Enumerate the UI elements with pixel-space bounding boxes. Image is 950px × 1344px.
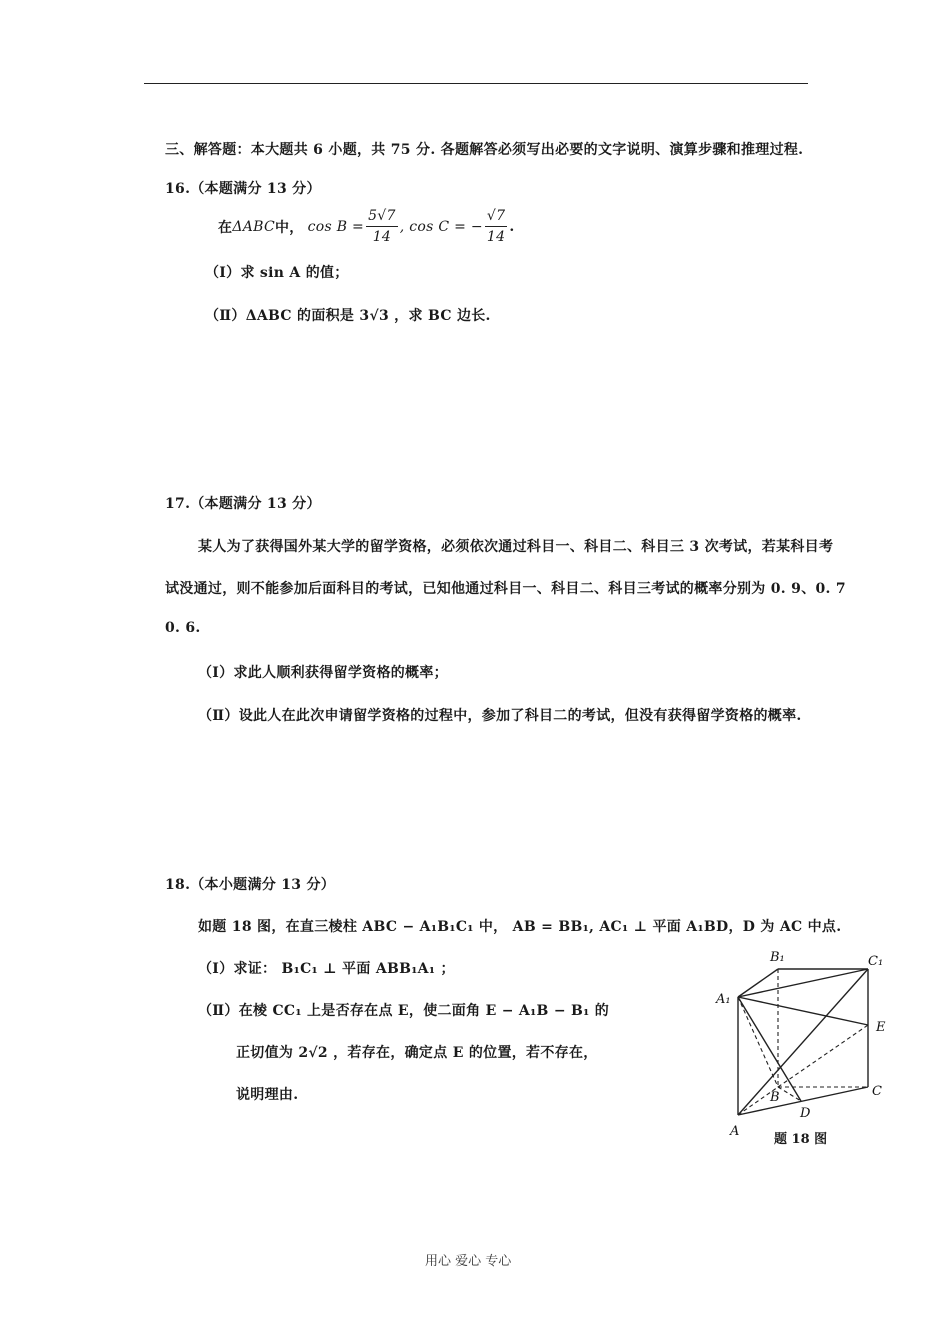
label-D: D bbox=[800, 1106, 811, 1121]
q16-triangle: ΔABC bbox=[232, 218, 275, 235]
q16-cosB-den: 14 bbox=[372, 229, 392, 245]
q18-prism-figure bbox=[700, 945, 900, 1150]
q16-cosC-num: √7 bbox=[485, 206, 507, 227]
edge-A1-B bbox=[738, 997, 778, 1087]
q16-prefix: 在 bbox=[218, 219, 233, 236]
q16-header: 16.（本题满分 13 分） bbox=[165, 181, 321, 197]
q16-cosC-label: , cos C = − bbox=[399, 218, 483, 235]
q18-header: 18.（本小题满分 13 分） bbox=[165, 877, 336, 893]
q16-cosB-fraction bbox=[366, 206, 398, 247]
label-B: B bbox=[770, 1090, 780, 1105]
edge-A1-D bbox=[738, 997, 801, 1101]
edge-A1-E bbox=[738, 997, 868, 1025]
q18-part2-line3: 说明理由. bbox=[236, 1087, 299, 1103]
q18-line1: 如题 18 图，在直三棱柱 ABC − A₁B₁C₁ 中， AB = BB₁, AC₁ ⊥ 平面 A₁BD，D 为 AC 中点. bbox=[198, 919, 842, 935]
label-E: E bbox=[876, 1020, 886, 1035]
q16-mid: 中， bbox=[275, 219, 304, 236]
q17-line2: 试没通过，则不能参加后面科目的考试，已知他通过科目一、科目二、科目三考试的概率分别为 0. 9、0. 7 bbox=[165, 581, 846, 597]
label-A1: A₁ bbox=[716, 992, 731, 1007]
q18-figure-caption: 题 18 图 bbox=[774, 1132, 828, 1147]
label-B1: B₁ bbox=[770, 950, 785, 965]
q16-cosC-den: 14 bbox=[486, 229, 506, 245]
q17-header: 17.（本题满分 13 分） bbox=[165, 496, 321, 512]
label-C: C bbox=[872, 1084, 882, 1099]
page-footer: 用心 爱心 专心 bbox=[425, 1254, 512, 1269]
q18-part2-line2: 正切值为 2√2 ，若存在，确定点 E 的位置，若不存在， bbox=[236, 1045, 598, 1061]
q16-cosB-label: cos B = bbox=[307, 218, 365, 235]
label-C1: C₁ bbox=[868, 954, 884, 969]
q16-part2: （Ⅱ）ΔABC 的面积是 3√3 ，求 BC 边长. bbox=[205, 308, 491, 324]
header-rule bbox=[144, 83, 808, 84]
q16-condition bbox=[218, 206, 515, 247]
q18-part2-line1: （Ⅱ）在棱 CC₁ 上是否存在点 E，使二面角 E − A₁B − B₁ 的 bbox=[198, 1003, 610, 1019]
q17-part2: （Ⅱ）设此人在此次申请留学资格的过程中，参加了科目二的考试，但没有获得留学资格的概率. bbox=[198, 708, 802, 724]
section-heading: 三、解答题：本大题共 6 小题，共 75 分. 各题解答必须写出必要的文字说明、演算步骤和推理过程. bbox=[165, 142, 804, 158]
q16-cosC-fraction bbox=[485, 206, 507, 247]
q16-part1: （Ⅰ）求 sin A 的值； bbox=[205, 265, 349, 281]
q16-cosB-num: 5√7 bbox=[366, 206, 398, 227]
q18-part1: （Ⅰ）求证： B₁C₁ ⊥ 平面 ABB₁A₁ ； bbox=[198, 961, 455, 977]
q17-line1: 某人为了获得国外某大学的留学资格，必须依次通过科目一、科目二、科目三 3 次考试，若某科目考 bbox=[198, 539, 834, 555]
q17-line3: 0. 6. bbox=[165, 620, 201, 636]
q17-part1: （Ⅰ）求此人顺利获得留学资格的概率； bbox=[198, 665, 448, 681]
q16-end: . bbox=[509, 218, 515, 235]
label-A: A bbox=[730, 1124, 740, 1139]
edge-B-E bbox=[778, 1025, 868, 1087]
